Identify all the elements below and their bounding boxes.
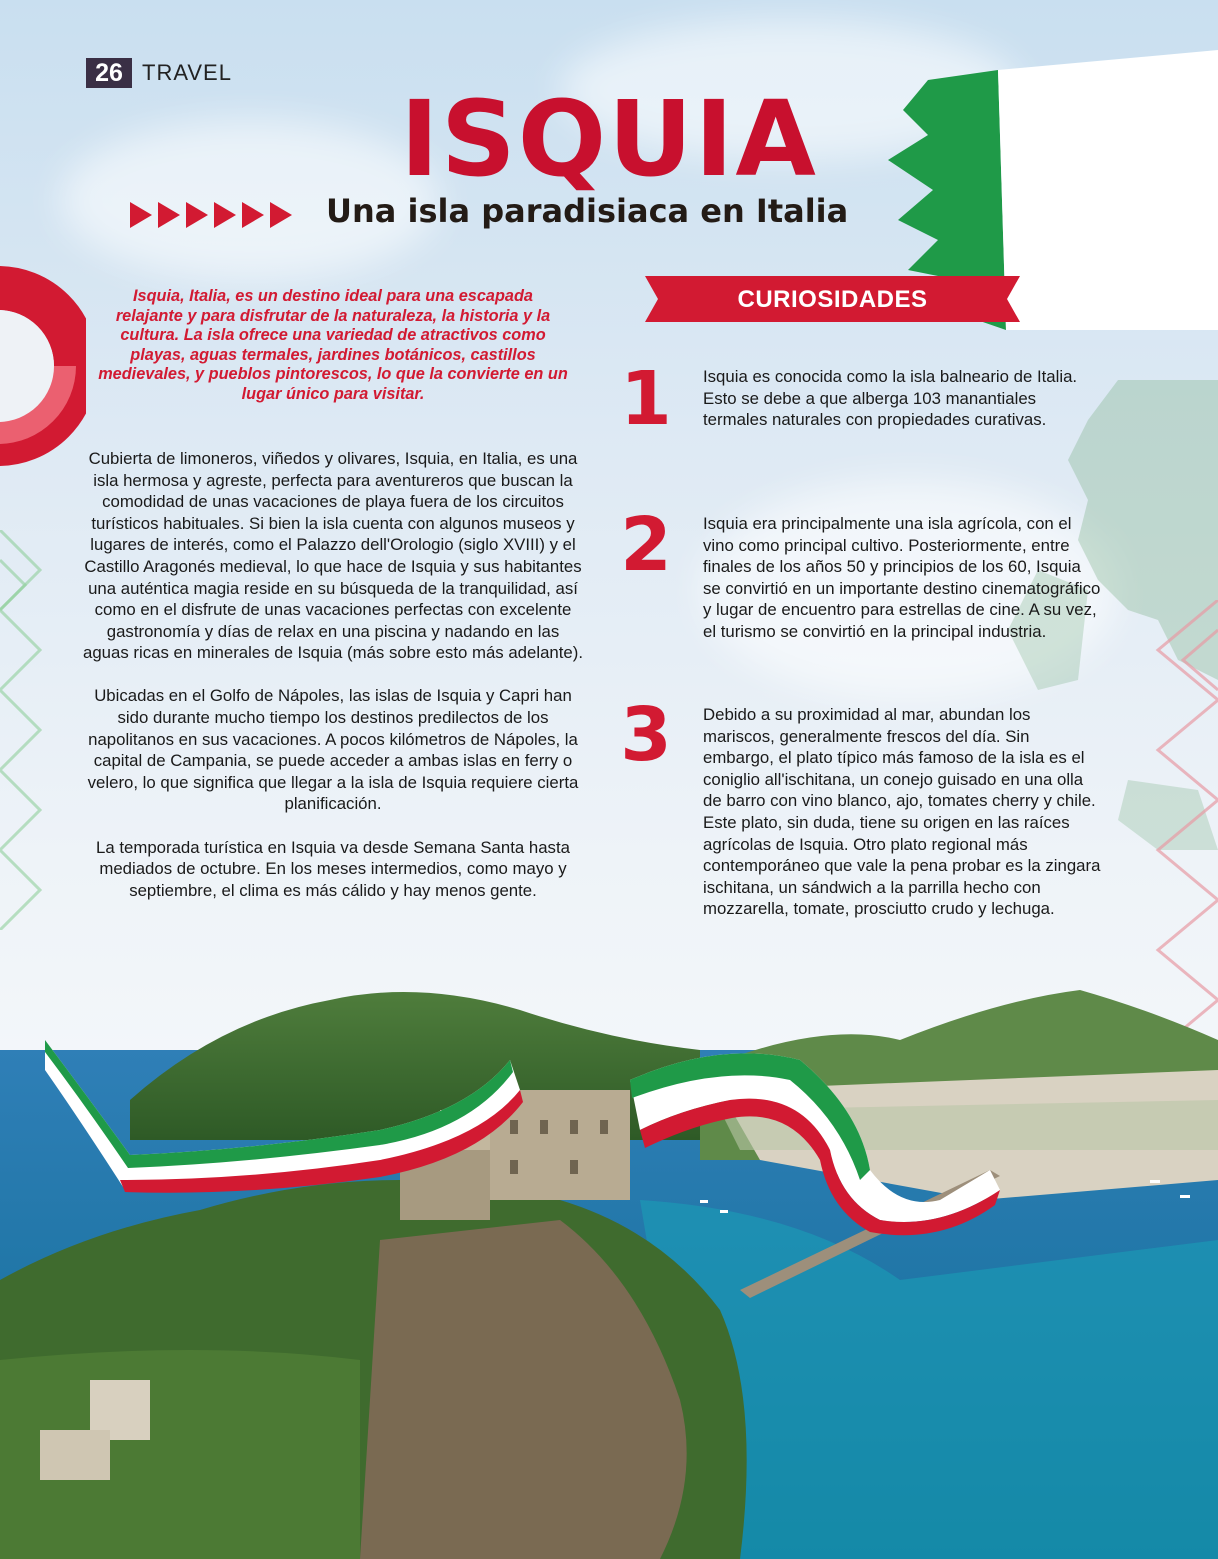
- arrow-chevrons-icon: [130, 200, 310, 230]
- zigzag-decoration: [0, 530, 60, 930]
- donut-graphic: [0, 258, 86, 474]
- body-paragraph: La temporada turística en Isquia va desde Semana Santa hasta mediados de octubre. En los meses intermedios, como mayo y septiembre, el clima es más cálido y hay menos gente.: [96, 837, 570, 900]
- curiosidades-heading: CURIOSIDADES: [737, 286, 928, 313]
- section-label: TRAVEL: [142, 60, 232, 85]
- curiosity-text: Debido a su proximidad al mar, abundan los mariscos, generalmente frescos del día. Sin embargo, el plato típico más famoso de la isla es el coniglio all'ischitana, un conejo guisado en una olla de barro con vino blanco, ajo, tomates cherry y chile. Este plato, sin duda, tiene su origen en las raíces agrícolas de Isquia. Otro plato regional más contemporáneo que vale la pena probar es la zingara ischitana, un sándwich a la parrilla hecho con mozzarella, tomate, prosciutto crudo y lechuga.: [703, 705, 1101, 919]
- page-subtitle: Una isla paradisiaca en Italia: [326, 192, 849, 230]
- intro-paragraph: Isquia, Italia, es un destino ideal para una escapada relajante y para disfrutar de la naturaleza, la historia y la cultura. La isla ofrece una variedad de atractivos como playas, aguas termales, jardines botánicos, castillos medievales, y pueblos pintorescos, lo que la convierte en un lugar único para visitar.: [98, 287, 568, 403]
- curiosity-number: 3: [620, 692, 672, 778]
- island-photo: [0, 980, 1218, 1559]
- page-number: 26: [86, 58, 132, 88]
- curiosity-number: 1: [620, 356, 672, 442]
- article-body: [82, 448, 584, 923]
- body-paragraph: Cubierta de limoneros, viñedos y olivares, Isquia, en Italia, es una isla hermosa y agreste, perfecta para aventureros que buscan la comodidad de unas vacaciones de playa fuera de los circuitos turísticos habituales. Si bien la isla cuenta con algunos museos y lugares de interés, como el Palazzo dell'Orologio (siglo XVIII) y el Castillo Aragonés medieval, lo que hace de Isquia y sus habitantes una auténtica magia reside en su búsqueda de la tranquilidad, así como en el disfrute de unas vacaciones perfectas con excelente gastronomía y días de relax en una piscina y nadando en las aguas ricas en minerales de Isquia (más sobre esto más adelante).: [83, 449, 583, 663]
- curiosity-text: Isquia es conocida como la isla balneario de Italia. Esto se debe a que alberga 103 manantiales termales naturales con propiedades curativas.: [703, 367, 1078, 430]
- curiosity-number: 2: [620, 502, 672, 588]
- curiosity-text: Isquia era principalmente una isla agrícola, con el vino como principal cultivo. Posteriormente, entre finales de los años 50 y principios de los 60, Isquia se convirtió en un importante destino cinematográfico y lugar de encuentro para estrellas de cine. A su vez, el turismo se convirtió en la principal industria.: [703, 514, 1101, 641]
- page-title: ISQUIA: [400, 78, 818, 200]
- body-paragraph: Ubicadas en el Golfo de Nápoles, las islas de Isquia y Capri han sido durante mucho tiempo los destinos predilectos de los napolitanos en sus vacaciones. A pocos kilómetros de Nápoles, la capital de Campania, se puede acceder a ambas islas en ferry o velero, lo que significa que llegar a la isla de Isquia requiere cierta planificación.: [87, 686, 579, 814]
